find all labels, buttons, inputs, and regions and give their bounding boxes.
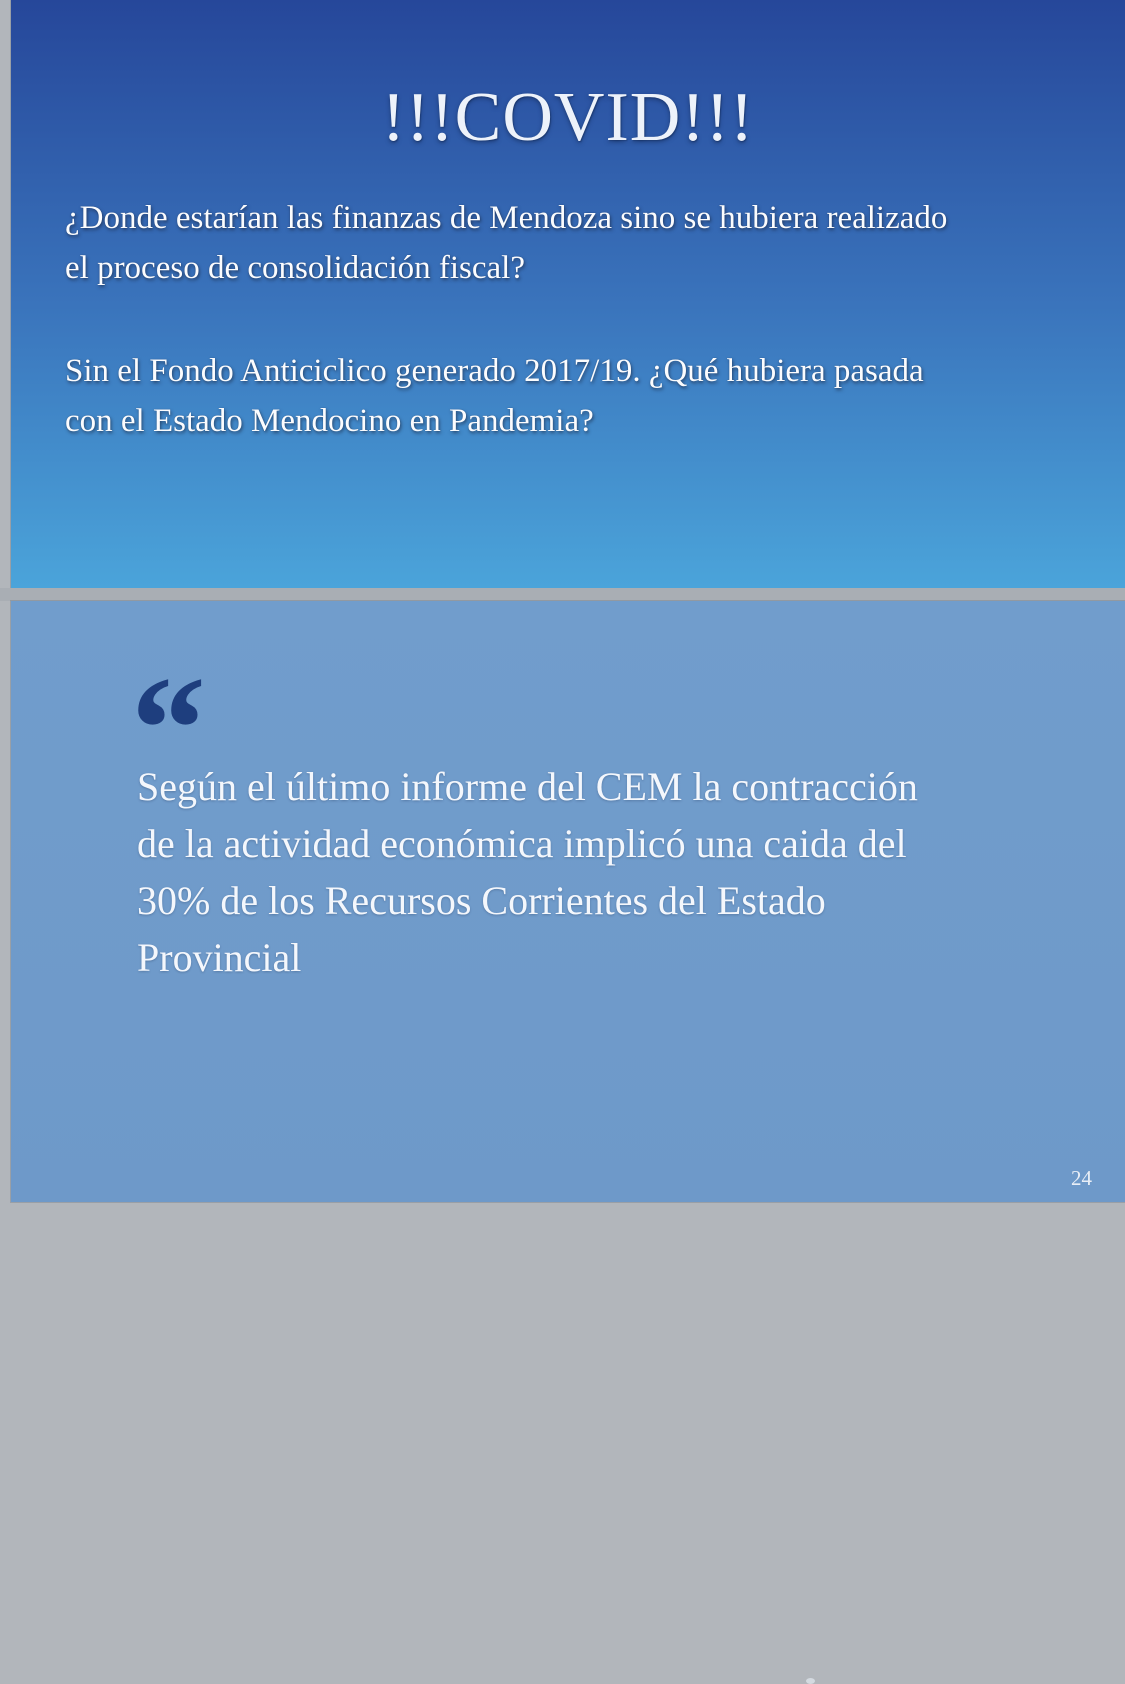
quote-line: Según el último informe del CEM la contracción (137, 764, 918, 809)
paragraph-line: el proceso de consolidación fiscal? (65, 250, 525, 286)
slide-quote[interactable] (11, 601, 1125, 1202)
paragraph-line: con el Estado Mendocino en Pandemia? (65, 403, 594, 439)
open-quote-icon: “ (131, 646, 206, 812)
question-paragraph-2 (65, 346, 1065, 446)
quote-line: 30% de los Recursos Corrientes del Estado (137, 878, 826, 923)
slide-covid[interactable] (11, 0, 1125, 588)
quote-paragraph (137, 758, 1045, 986)
paragraph-line: ¿Donde estarían las finanzas de Mendoza sino se hubiera realizado (65, 200, 948, 236)
slide-divider (0, 588, 1125, 601)
light-dot-artifact (806, 1678, 815, 1684)
page-number: 24 (1071, 1166, 1092, 1190)
quote-line: Provincial (137, 935, 302, 980)
quote-line: de la actividad económica implicó una caida del (137, 821, 907, 866)
slide-title: !!!COVID!!! (381, 79, 755, 156)
paragraph-line: Sin el Fondo Anticiclico generado 2017/19. ¿Qué hubiera pasada (65, 353, 924, 389)
question-paragraph-1 (65, 193, 1065, 293)
